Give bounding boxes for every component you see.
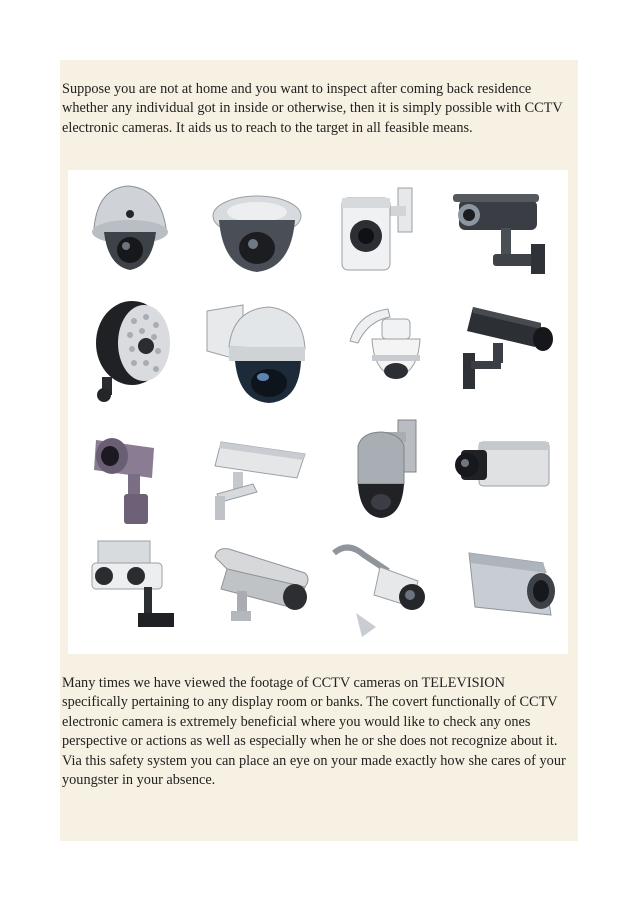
ptz-dome-camera-grey-icon [318, 412, 443, 533]
outdoor-housing-camera-icon [193, 412, 318, 533]
body-paragraph: Many times we have viewed the footage of CCTV cameras on TELEVISION specifically pertaining to any display room or banks. The covert functionally of CCTV electronic camera is extremely beneficial where you would like to check any ones perspective or actions as well as especially when he or she does not recognize about it. Via this safety system you can place an eye on your made exactly how she cares of your youngster in your absence. [62, 675, 566, 789]
dual-housing-camera-icon [68, 533, 193, 654]
dome-camera-vandal-icon [193, 170, 318, 291]
ir-led-camera-icon [68, 291, 193, 412]
cctv-cameras-collage [68, 170, 568, 654]
bullet-camera-dark-icon [443, 170, 568, 291]
box-camera-housing-icon [318, 170, 443, 291]
intro-paragraph: Suppose you are not at home and you want to inspect after coming back residence whether any individual got in inside or otherwise, then it is simply possible with CCTV electronic cameras. It aids us to reach to the target in all feasible means. [62, 81, 563, 136]
document-page [60, 60, 578, 841]
ptz-dome-camera-white-icon [318, 291, 443, 412]
bullet-camera-arm-mount-icon [318, 533, 443, 654]
zoom-box-camera-icon [443, 533, 568, 654]
dome-camera-silver-icon [68, 170, 193, 291]
bullet-camera-purple-icon [68, 412, 193, 533]
long-housing-camera-icon [193, 533, 318, 654]
box-camera-with-bracket-icon [443, 291, 568, 412]
box-camera-black-icon [443, 412, 568, 533]
speed-dome-camera-large-icon [193, 291, 318, 412]
